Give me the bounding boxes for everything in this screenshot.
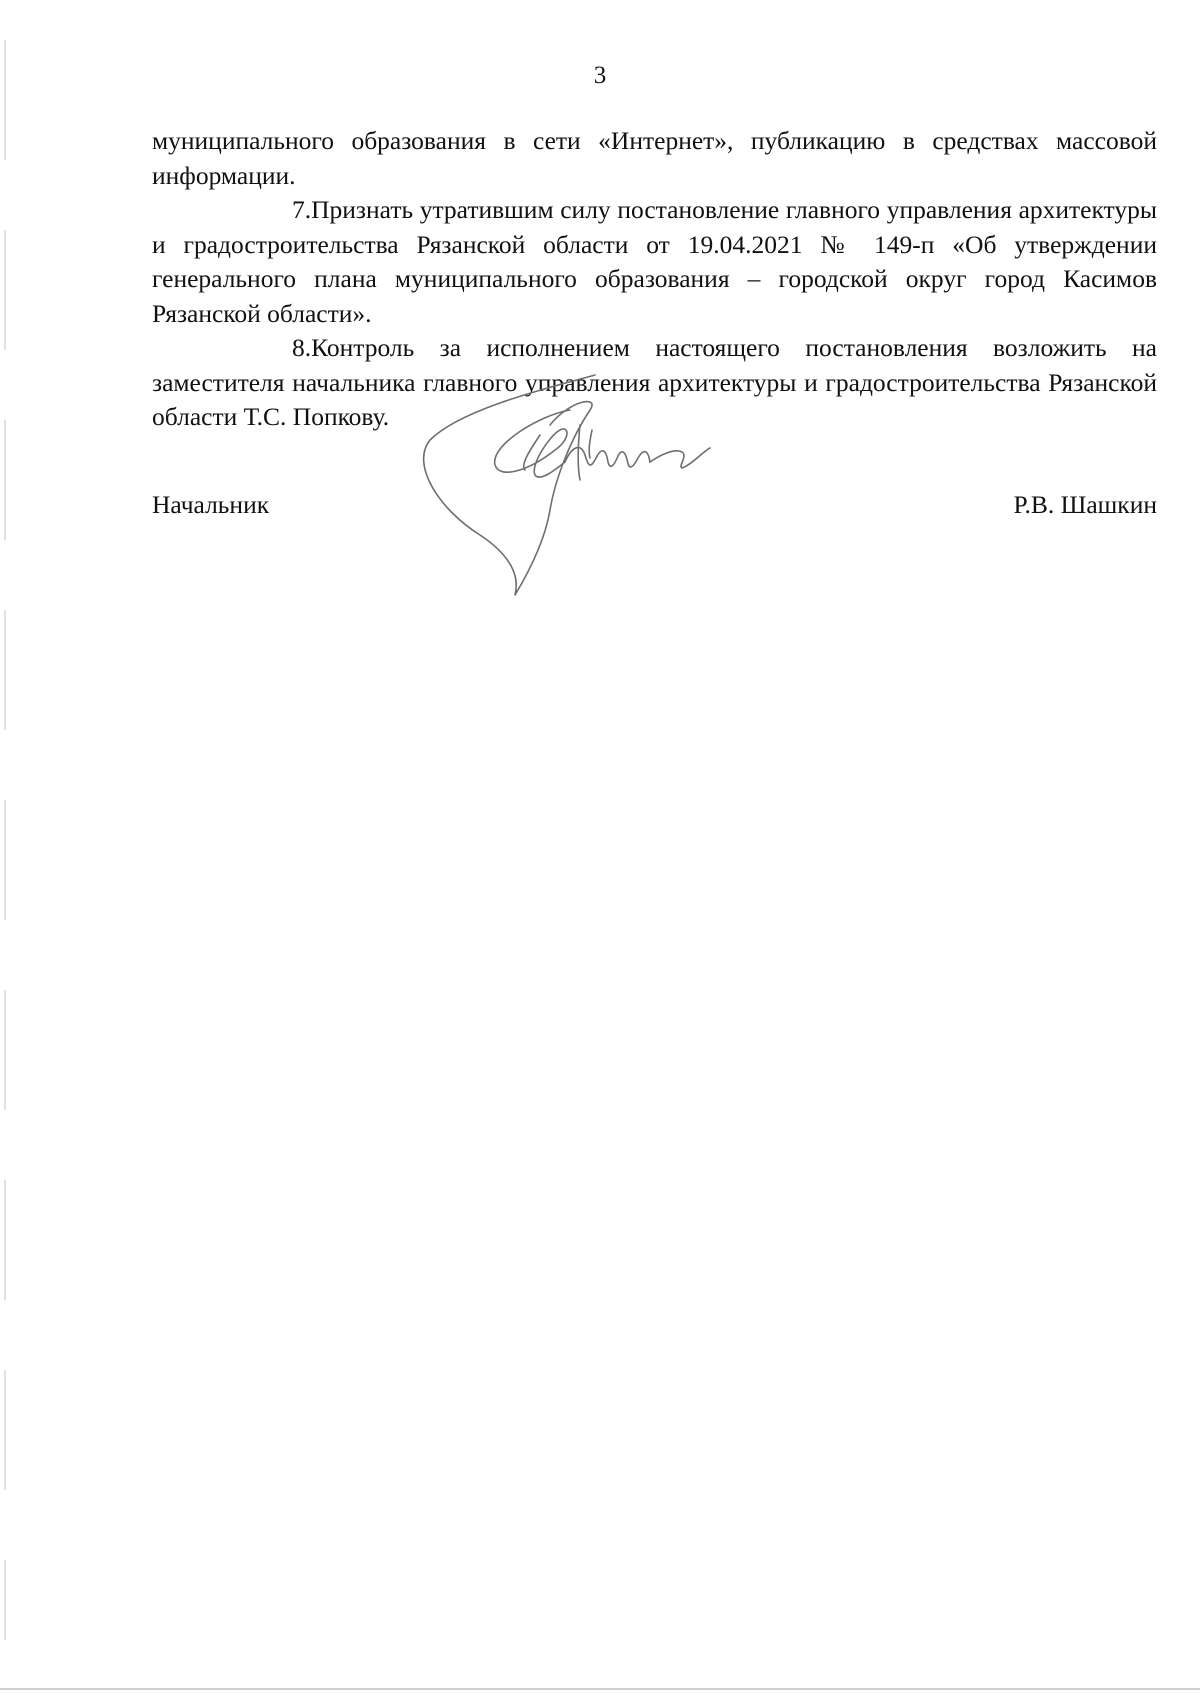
paragraph-continuation bbox=[152, 124, 1157, 193]
signer-name: Р.В. Шашкин bbox=[1013, 490, 1157, 519]
paragraph-text: Признать утратившим силу постановление главного управления архитектуры и градостроительства Рязанской области от 19.04.2021 № 149-п «Об утверждении генерального плана муниципального образования – городской округ город Касимов Рязанской области». bbox=[152, 195, 1157, 328]
page-number: 3 bbox=[593, 62, 607, 89]
signature-block bbox=[152, 488, 1157, 528]
paragraph-item-7 bbox=[152, 193, 1157, 331]
scan-edge-bottom bbox=[0, 1688, 1200, 1690]
handwritten-signature bbox=[420, 370, 780, 600]
paragraph-text: Контроль за исполнением настоящего постановления возложить на заместителя начальника главного управления архитектуры и градостроительства Рязанской области Т.С. Попкову. bbox=[152, 333, 1157, 431]
signer-title: Начальник bbox=[152, 490, 270, 519]
paragraph-number: 8. bbox=[292, 333, 312, 362]
paragraph-number: 7. bbox=[292, 195, 312, 224]
paragraph-text: муниципального образования в сети «Интернет», публикацию в средствах массовой информации. bbox=[152, 126, 1157, 190]
scan-edge-left bbox=[4, 40, 6, 1640]
